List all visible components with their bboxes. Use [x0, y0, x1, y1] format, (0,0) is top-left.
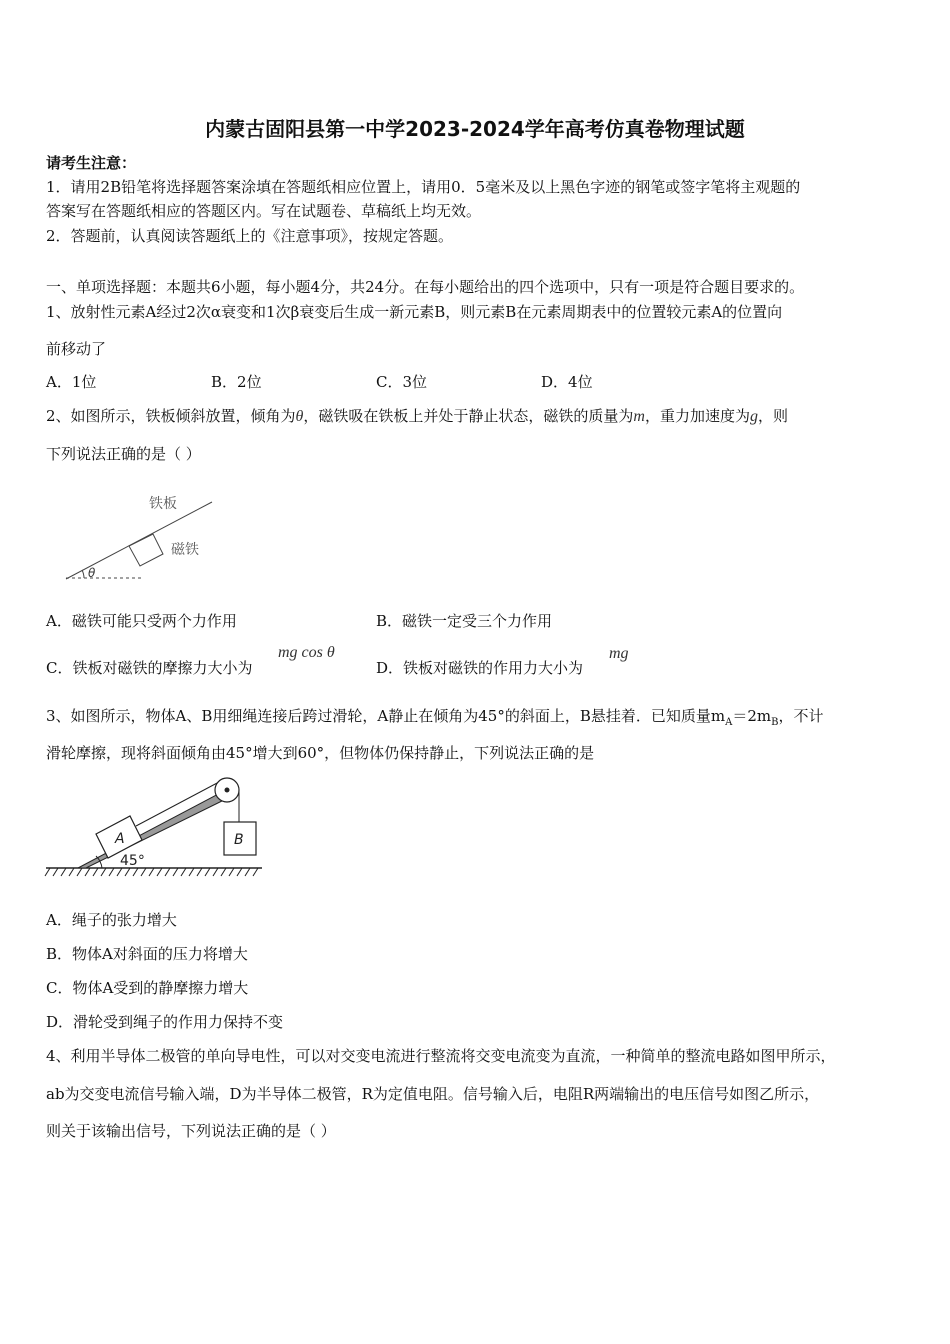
q2-option-c: C．铁板对磁铁的摩擦力大小为 [46, 659, 253, 677]
q2-theta-symbol: θ [295, 408, 304, 425]
page-title: 内蒙古固阳县第一中学2023-2024学年高考仿真卷物理试题 [205, 117, 745, 141]
q2-option-d: D．铁板对磁铁的作用力大小为 [376, 659, 584, 677]
q2-option-b: B．磁铁一定受三个力作用 [376, 612, 553, 630]
q3-option-c: C．物体A受到的静摩擦力增大 [46, 979, 249, 997]
q3-subscript-a: A [725, 717, 733, 728]
q3-mass-equation: ＝2m [732, 707, 772, 725]
q3-option-a: A．绳子的张力增大 [46, 911, 177, 929]
fig-label-iron-plate: 铁板 [149, 496, 177, 512]
q3-stem-line-2: 滑轮摩擦，现将斜面倾角由45°增大到60°，但物体仍保持静止，下列说法正确的是 [46, 744, 595, 762]
fig-angle-label: 45° [120, 853, 145, 869]
q3-stem-part-1: 3、如图所示，物体A、B用细绳连接后跨过滑轮，A静止在倾角为45°的斜面上，B悬挂着．已知质量m [46, 707, 726, 725]
q1-option-b: B．2位 [211, 373, 262, 391]
notice-item-1-line-2: 答案写在答题纸相应的答题区内。写在试题卷、草稿纸上均无效。 [46, 202, 482, 220]
q2-stem-part-2: ，磁铁吸在铁板上并处于静止状态，磁铁的质量为 [303, 407, 634, 425]
q3-stem-part-2: ，不计 [778, 707, 824, 725]
q2-stem-part-1: 2、如图所示，铁板倾斜放置，倾角为 [46, 407, 296, 425]
q3-stem-line-1 [46, 706, 823, 733]
q1-option-d: D．4位 [541, 373, 593, 391]
q2-stem-part-4: ，则 [758, 407, 789, 425]
fig-label-block-a: A [115, 831, 125, 847]
q2-option-d-formula: mg [609, 645, 629, 662]
q2-option-a: A．磁铁可能只受两个力作用 [46, 612, 237, 630]
q2-option-c-formula: mg cos θ [278, 644, 335, 661]
pulley-axle [225, 788, 230, 793]
q2-incline-figure [60, 490, 220, 585]
q3-subscript-b: B [771, 717, 779, 728]
q3-pulley-figure [44, 770, 266, 882]
q4-stem-line-3: 则关于该输出信号，下列说法正确的是（ ） [46, 1122, 336, 1140]
magnet-block [129, 534, 163, 566]
q1-option-c: C．3位 [376, 373, 428, 391]
notice-item-2: 2．答题前，认真阅读答题纸上的《注意事项》，按规定答题。 [46, 227, 454, 245]
q3-option-b: B．物体A对斜面的压力将增大 [46, 945, 248, 963]
q2-stem-line-1 [46, 406, 788, 427]
q2-gravity-symbol: g [750, 408, 758, 425]
q4-stem-line-2: ab为交变电流信号输入端，D为半导体二极管，R为定值电阻。信号输入后，电阻R两端输出的电压信号如图乙所示， [46, 1085, 820, 1103]
fig-label-magnet: 磁铁 [171, 542, 199, 558]
fig-angle-label: θ [88, 566, 96, 580]
q4-stem-line-1: 4、利用半导体二极管的单向导电性，可以对交变电流进行整流将交变电流变为直流，一种简单的整流电路如图甲所示， [46, 1047, 836, 1065]
section-1-heading: 一、单项选择题：本题共6小题，每小题4分，共24分。在每小题给出的四个选项中，只有一项是符合题目要求的。 [46, 278, 805, 296]
q1-option-a: A．1位 [46, 373, 97, 391]
notice-heading: 请考生注意： [46, 154, 137, 172]
notice-item-1-line-1: 1．请用2B铅笔将选择题答案涂填在答题纸相应位置上，请用0．5毫米及以上黑色字迹的钢笔或签字笔将主观题的 [46, 178, 801, 196]
angle-arc [82, 570, 84, 578]
incline-plank [78, 792, 226, 868]
q2-mass-symbol: m [633, 408, 645, 425]
q2-stem-line-2: 下列说法正确的是（ ） [46, 445, 201, 463]
ground-hatching [45, 868, 258, 876]
q1-stem-line-2: 前移动了 [46, 340, 107, 358]
q3-option-d: D．滑轮受到绳子的作用力保持不变 [46, 1013, 284, 1031]
q2-stem-part-3: ，重力加速度为 [644, 407, 750, 425]
q1-stem-line-1: 1、放射性元素A经过2次α衰变和1次β衰变后生成一新元素B，则元素B在元素周期表中的位置较元素A的位置向 [46, 303, 783, 321]
fig-label-block-b: B [234, 832, 244, 848]
